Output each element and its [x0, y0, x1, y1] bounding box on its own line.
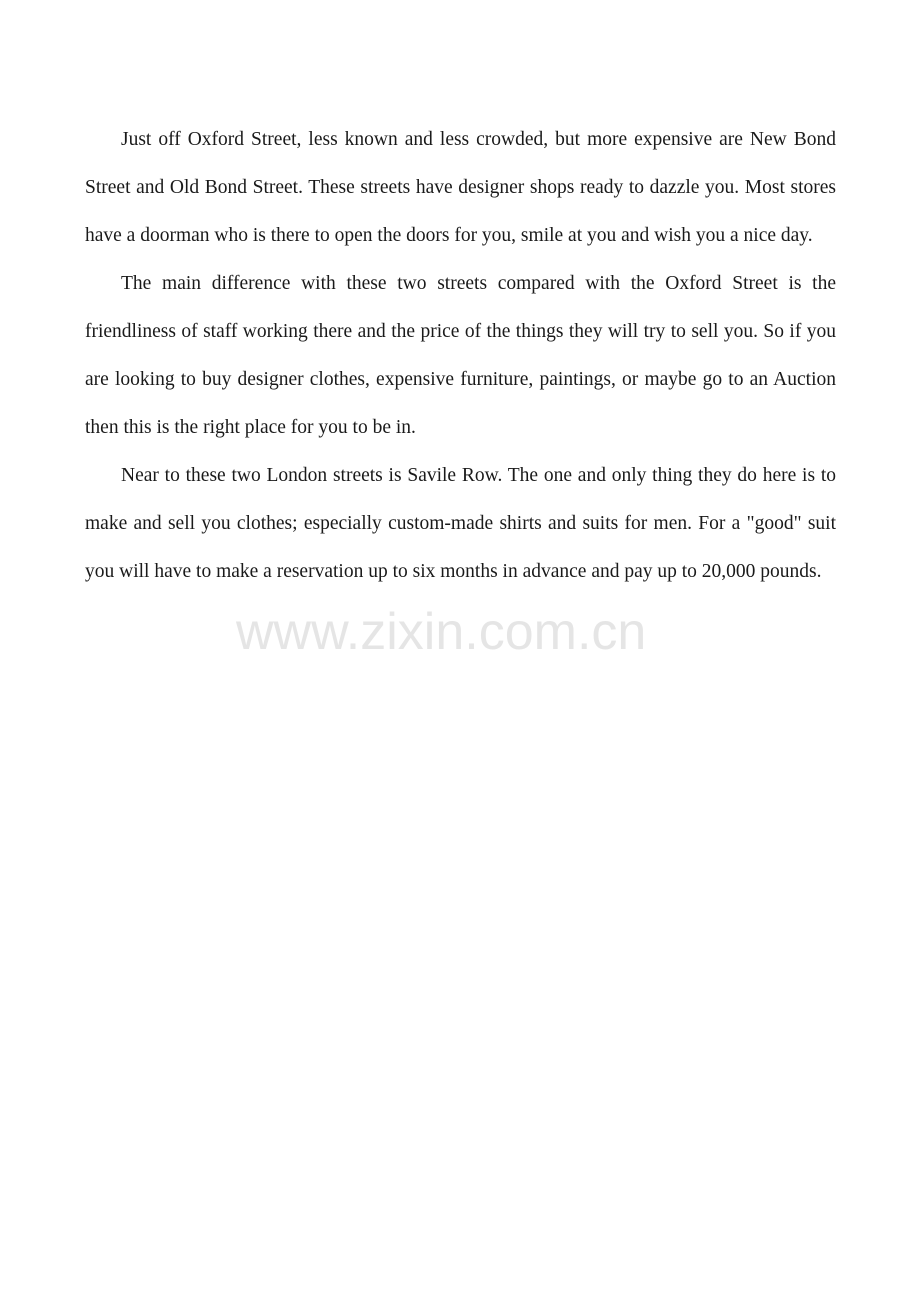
document-body — [85, 116, 836, 596]
watermark-text: www.zixin.com.cn — [236, 603, 647, 661]
paragraph-1: Just off Oxford Street, less known and less crowded, but more expensive are New Bond Street and Old Bond Street. These streets have designer shops ready to dazzle you. Most stores have a doorman who is there to open the doors for you, smile at you and wish you a nice day. — [85, 129, 836, 246]
paragraph-2: The main difference with these two streets compared with the Oxford Street is the friendliness of staff working there and the price of the things they will try to sell you. So if you are looking to buy designer clothes, expensive furniture, paintings, or maybe go to an Auction then this is the right place for you to be in. — [85, 273, 836, 438]
paragraph-3: Near to these two London streets is Savile Row. The one and only thing they do here is to make and sell you clothes; especially custom-made shirts and suits for men. For a "good" suit you will have to make a reservation up to six months in advance and pay up to 20,000 pounds. — [85, 465, 836, 582]
